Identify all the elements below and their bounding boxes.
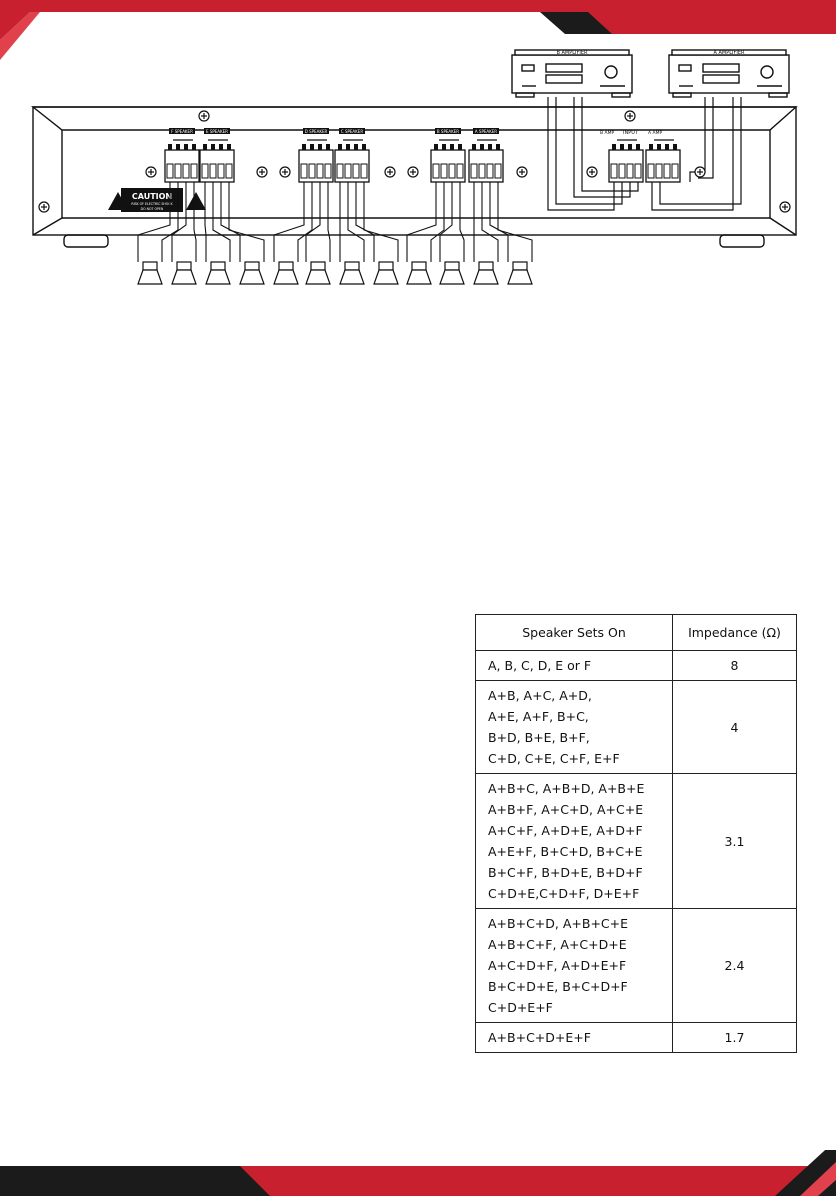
caution-label	[108, 188, 206, 212]
speaker-icon	[345, 262, 359, 270]
speaker-label: A SPEAKER	[474, 129, 498, 134]
speaker-set-line: A+B+C+F, A+C+D+E	[488, 937, 627, 952]
speaker-wire	[356, 182, 374, 262]
screw-icon	[385, 167, 395, 177]
speaker-wire	[364, 182, 398, 262]
speaker-set-line: B+D, B+E, B+F,	[488, 730, 590, 745]
speaker-wire	[328, 182, 330, 262]
speaker-set-line: A+B+F, A+C+D, A+C+E	[488, 802, 644, 817]
screw-icon	[587, 167, 597, 177]
speaker-icon	[479, 262, 493, 270]
speaker-icon	[279, 262, 293, 270]
screw-icon	[780, 202, 790, 212]
speaker-set-line: A, B, C, D, E or F	[488, 658, 592, 673]
impedance-value: 8	[673, 651, 797, 681]
table-header-row	[476, 615, 797, 651]
speaker-icon	[211, 262, 225, 270]
speaker-icon	[513, 262, 527, 270]
impedance-table	[475, 614, 797, 1053]
speaker-cone	[340, 270, 364, 284]
b-amp-label: B AMP	[600, 131, 615, 136]
speaker-wire	[460, 182, 464, 262]
amp-wires	[548, 97, 741, 210]
speaker-wire	[407, 182, 436, 262]
speaker-set-line: A+C+F, A+D+E, A+D+F	[488, 823, 643, 838]
speaker-sets-cell	[476, 651, 673, 681]
speaker-set-line: A+B+C, A+B+D, A+B+E	[488, 781, 645, 796]
speaker-set-line: C+D, C+E, C+F, E+F	[488, 751, 620, 766]
speaker-set-line: B+C+D+E, B+C+D+F	[488, 979, 628, 994]
speaker-wire	[306, 182, 320, 262]
speaker-sets-cell	[476, 1023, 673, 1053]
speaker-cone	[240, 270, 264, 284]
a-amp-label: A AMP	[648, 131, 663, 136]
screw-icon	[280, 167, 290, 177]
speaker-label: F SPEAKER	[171, 129, 193, 134]
b-amplifier-label: B AMPLIFIER	[556, 50, 588, 56]
speaker-cone	[206, 270, 230, 284]
terminal-block	[609, 140, 643, 182]
speaker-set-line: A+E, A+F, B+C,	[488, 709, 589, 724]
screw-icon	[146, 167, 156, 177]
header-impedance: Impedance (Ω)	[673, 615, 797, 651]
caution-title: CAUTION	[131, 192, 173, 201]
bottom-red-stripe	[240, 1166, 836, 1196]
terminal-block	[335, 128, 369, 182]
speaker-sets-cell	[476, 681, 673, 774]
speaker-wire	[490, 182, 508, 262]
speaker-label: B SPEAKER	[436, 129, 460, 134]
speaker-label: D SPEAKER	[304, 129, 328, 134]
a-amplifier	[669, 50, 789, 97]
speaker-cone	[407, 270, 431, 284]
speaker-set-line: A+E+F, B+C+D, B+C+E	[488, 844, 643, 859]
table-row	[476, 909, 797, 1023]
speaker-set-line: A+B+C+D+E+F	[488, 1030, 591, 1045]
screw-icon	[625, 111, 635, 121]
table-row	[476, 774, 797, 909]
speaker-set-line: A+B, A+C, A+D,	[488, 688, 592, 703]
b-amplifier	[512, 50, 632, 97]
speaker-icon	[379, 262, 393, 270]
table-row	[476, 651, 797, 681]
speaker-wire	[205, 182, 206, 262]
input-label: INPUT	[623, 130, 638, 136]
table-row	[476, 1023, 797, 1053]
speaker-cone	[274, 270, 298, 284]
speaker-set-line: A+C+D+F, A+D+E+F	[488, 958, 627, 973]
speaker-wire	[498, 182, 532, 262]
screw-icon	[257, 167, 267, 177]
speaker-icon	[143, 262, 157, 270]
screw-icon	[199, 111, 209, 121]
speaker-cone	[374, 270, 398, 284]
caution-line-2: DO NOT OPEN	[140, 207, 164, 211]
speaker-set-line: C+D+E+F	[488, 1000, 553, 1015]
speaker-set-line: C+D+E,C+D+F, D+E+F	[488, 886, 640, 901]
speaker-icon	[177, 262, 191, 270]
speaker-label: C SPEAKER	[340, 129, 364, 134]
speaker-icon	[412, 262, 426, 270]
table-row	[476, 681, 797, 774]
speaker-set-line: A+B+C+D, A+B+C+E	[488, 916, 629, 931]
wiring-diagram	[0, 40, 836, 300]
screw-icon	[695, 167, 705, 177]
header-speaker-sets: Speaker Sets On	[476, 615, 673, 651]
speaker-wire	[274, 182, 304, 262]
speaker-wire	[298, 182, 312, 262]
speaker-set-line: B+C+F, B+D+E, B+D+F	[488, 865, 643, 880]
speaker-sets-cell	[476, 909, 673, 1023]
bottom-banner	[0, 1150, 836, 1196]
speaker-wire	[229, 182, 264, 262]
speaker-cone	[138, 270, 162, 284]
terminal-block	[165, 128, 199, 182]
impedance-value: 1.7	[673, 1023, 797, 1053]
speaker-label: E SPEAKER	[206, 129, 228, 134]
speaker-icon	[311, 262, 325, 270]
speaker-wire	[431, 182, 444, 262]
speaker-cone	[172, 270, 196, 284]
speaker-sets-cell	[476, 774, 673, 909]
speaker-cone	[474, 270, 498, 284]
speaker-cone	[440, 270, 464, 284]
speaker-icon	[245, 262, 259, 270]
screw-icon	[39, 202, 49, 212]
a-amplifier-label: A AMPLIFIER	[713, 50, 745, 56]
top-red-stripe	[0, 0, 836, 40]
impedance-value: 3.1	[673, 774, 797, 909]
impedance-value: 4	[673, 681, 797, 774]
screw-icon	[408, 167, 418, 177]
speaker-cone	[508, 270, 532, 284]
speaker-cone	[306, 270, 330, 284]
caution-line-1: RISK OF ELECTRIC SHOCK	[131, 202, 173, 206]
terminal-block	[200, 128, 234, 182]
speaker-wire	[440, 182, 452, 262]
speaker-icon	[445, 262, 459, 270]
screw-icon	[517, 167, 527, 177]
impedance-value: 2.4	[673, 909, 797, 1023]
terminal-block	[431, 128, 465, 182]
terminal-block	[469, 128, 503, 182]
terminal-block	[299, 128, 333, 182]
terminal-block	[646, 140, 680, 182]
